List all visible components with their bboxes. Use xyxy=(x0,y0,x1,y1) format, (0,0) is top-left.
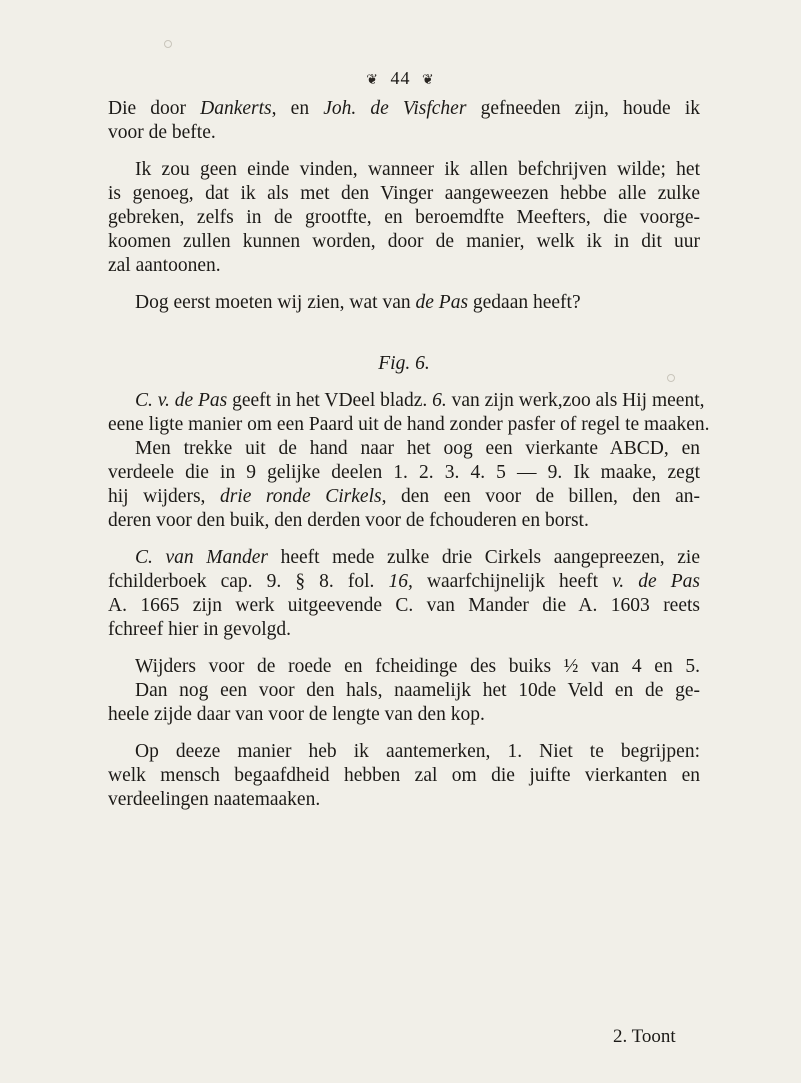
text-segment: zal aantoonen. xyxy=(108,255,221,276)
italic-text: 6. xyxy=(432,390,447,411)
italic-text: v. de Pas xyxy=(612,571,700,592)
italic-text: C. van Mander xyxy=(135,547,268,568)
text-segment: koomen zullen kunnen worden, door de manier, welk ik in dit uur xyxy=(108,231,700,252)
catchword: 2. Toont xyxy=(613,1026,676,1047)
text-segment: geeft in het VDeel bladz. xyxy=(227,390,433,411)
text-line xyxy=(135,389,705,413)
text-segment: fchilderboek cap. 9. § 8. fol. xyxy=(108,571,389,592)
text-line xyxy=(108,485,700,509)
page-number: 44 xyxy=(390,68,411,88)
text-segment: , en xyxy=(271,98,324,119)
text-line xyxy=(108,570,700,594)
text-line xyxy=(108,352,700,376)
text-segment: fchreef hier in gevolgd. xyxy=(108,619,292,640)
text-line xyxy=(108,230,700,254)
text-segment: hij wijders, xyxy=(108,486,220,507)
text-line xyxy=(108,182,700,206)
italic-text: drie ronde Cirkels xyxy=(219,486,382,507)
text-line xyxy=(108,413,710,437)
italic-text: Joh. de Visfcher xyxy=(323,98,467,119)
right-ornament-icon: ❦ xyxy=(422,73,435,88)
text-line xyxy=(108,788,700,812)
text-line xyxy=(108,121,700,145)
italic-text: Fig. 6. xyxy=(378,353,430,374)
italic-text: de Pas xyxy=(415,292,469,313)
text-segment: Ik zou geen einde vinden, wanneer ik allen befchrijven wilde; het xyxy=(135,159,700,180)
text-line xyxy=(108,461,700,485)
text-segment: Dan nog een voor den hals, naamelijk het 10de Veld en de ge- xyxy=(135,680,700,701)
text-segment: Dog eerst moeten wij zien, wat van xyxy=(135,292,416,313)
text-segment: gebreken, zelfs in de grootfte, en beroemdfte Meefters, die voorge- xyxy=(108,207,700,228)
paper-spot xyxy=(164,40,172,48)
text-line xyxy=(108,618,700,642)
text-segment: A. 1665 zijn werk uitgeevende C. van Mander die A. 1603 reets xyxy=(108,595,700,616)
page-header xyxy=(0,68,801,89)
text-segment: gedaan heeft? xyxy=(468,292,581,313)
text-segment: welk mensch begaafdheid hebben zal om die juifte vierkanten en xyxy=(108,765,700,786)
text-segment: Op deeze manier heb ik aantemerken, 1. Niet te begrijpen: xyxy=(135,741,700,762)
text-line xyxy=(135,291,700,315)
text-segment: deren voor den buik, den derden voor de fchouderen en borst. xyxy=(108,510,589,531)
text-line xyxy=(108,97,700,121)
text-segment: voor de befte. xyxy=(108,122,216,143)
italic-text: Dankerts xyxy=(200,98,272,119)
italic-text: C. v. de Pas xyxy=(135,390,228,411)
text-segment: is genoeg, dat ik als met den Vinger aangeweezen hebbe alle zulke xyxy=(108,183,700,204)
text-segment: Die door xyxy=(108,98,201,119)
text-segment: verdeelingen naatemaaken. xyxy=(108,789,321,810)
text-segment: waarfchijnelijk heeft xyxy=(412,571,613,592)
italic-text: 16, xyxy=(388,571,413,592)
text-segment: Men trekke uit de hand naar het oog een vierkante ABCD, en xyxy=(135,438,700,459)
text-line xyxy=(108,509,700,533)
paper-spot xyxy=(667,374,675,382)
text-line xyxy=(135,546,700,570)
text-line xyxy=(135,437,700,461)
text-line xyxy=(108,594,700,618)
text-line xyxy=(135,655,700,679)
text-line xyxy=(108,764,700,788)
text-segment: eene ligte manier om een Paard uit de hand zonder pasfer of regel te maaken. xyxy=(108,414,710,435)
text-segment: heeft mede zulke drie Cirkels aangepreezen, zie xyxy=(268,547,700,568)
text-line xyxy=(135,679,700,703)
text-segment: verdeele die in 9 gelijke deelen 1. 2. 3. 4. 5 — 9. Ik maake, zegt xyxy=(108,462,700,483)
text-line xyxy=(108,703,700,727)
text-segment: gefneeden zijn, houde ik xyxy=(466,98,700,119)
left-ornament-icon: ❦ xyxy=(366,73,379,88)
text-segment: , den een voor de billen, den an- xyxy=(381,486,700,507)
text-line xyxy=(135,158,700,182)
text-line xyxy=(108,254,700,278)
text-segment: Wijders voor de roede en fcheidinge des buiks ½ van 4 en 5. xyxy=(135,656,700,677)
text-line xyxy=(135,740,700,764)
text-segment: van zijn werk,zoo als Hij meent, xyxy=(446,390,705,411)
text-segment: heele zijde daar van voor de lengte van den kop. xyxy=(108,704,485,725)
text-line xyxy=(108,206,700,230)
